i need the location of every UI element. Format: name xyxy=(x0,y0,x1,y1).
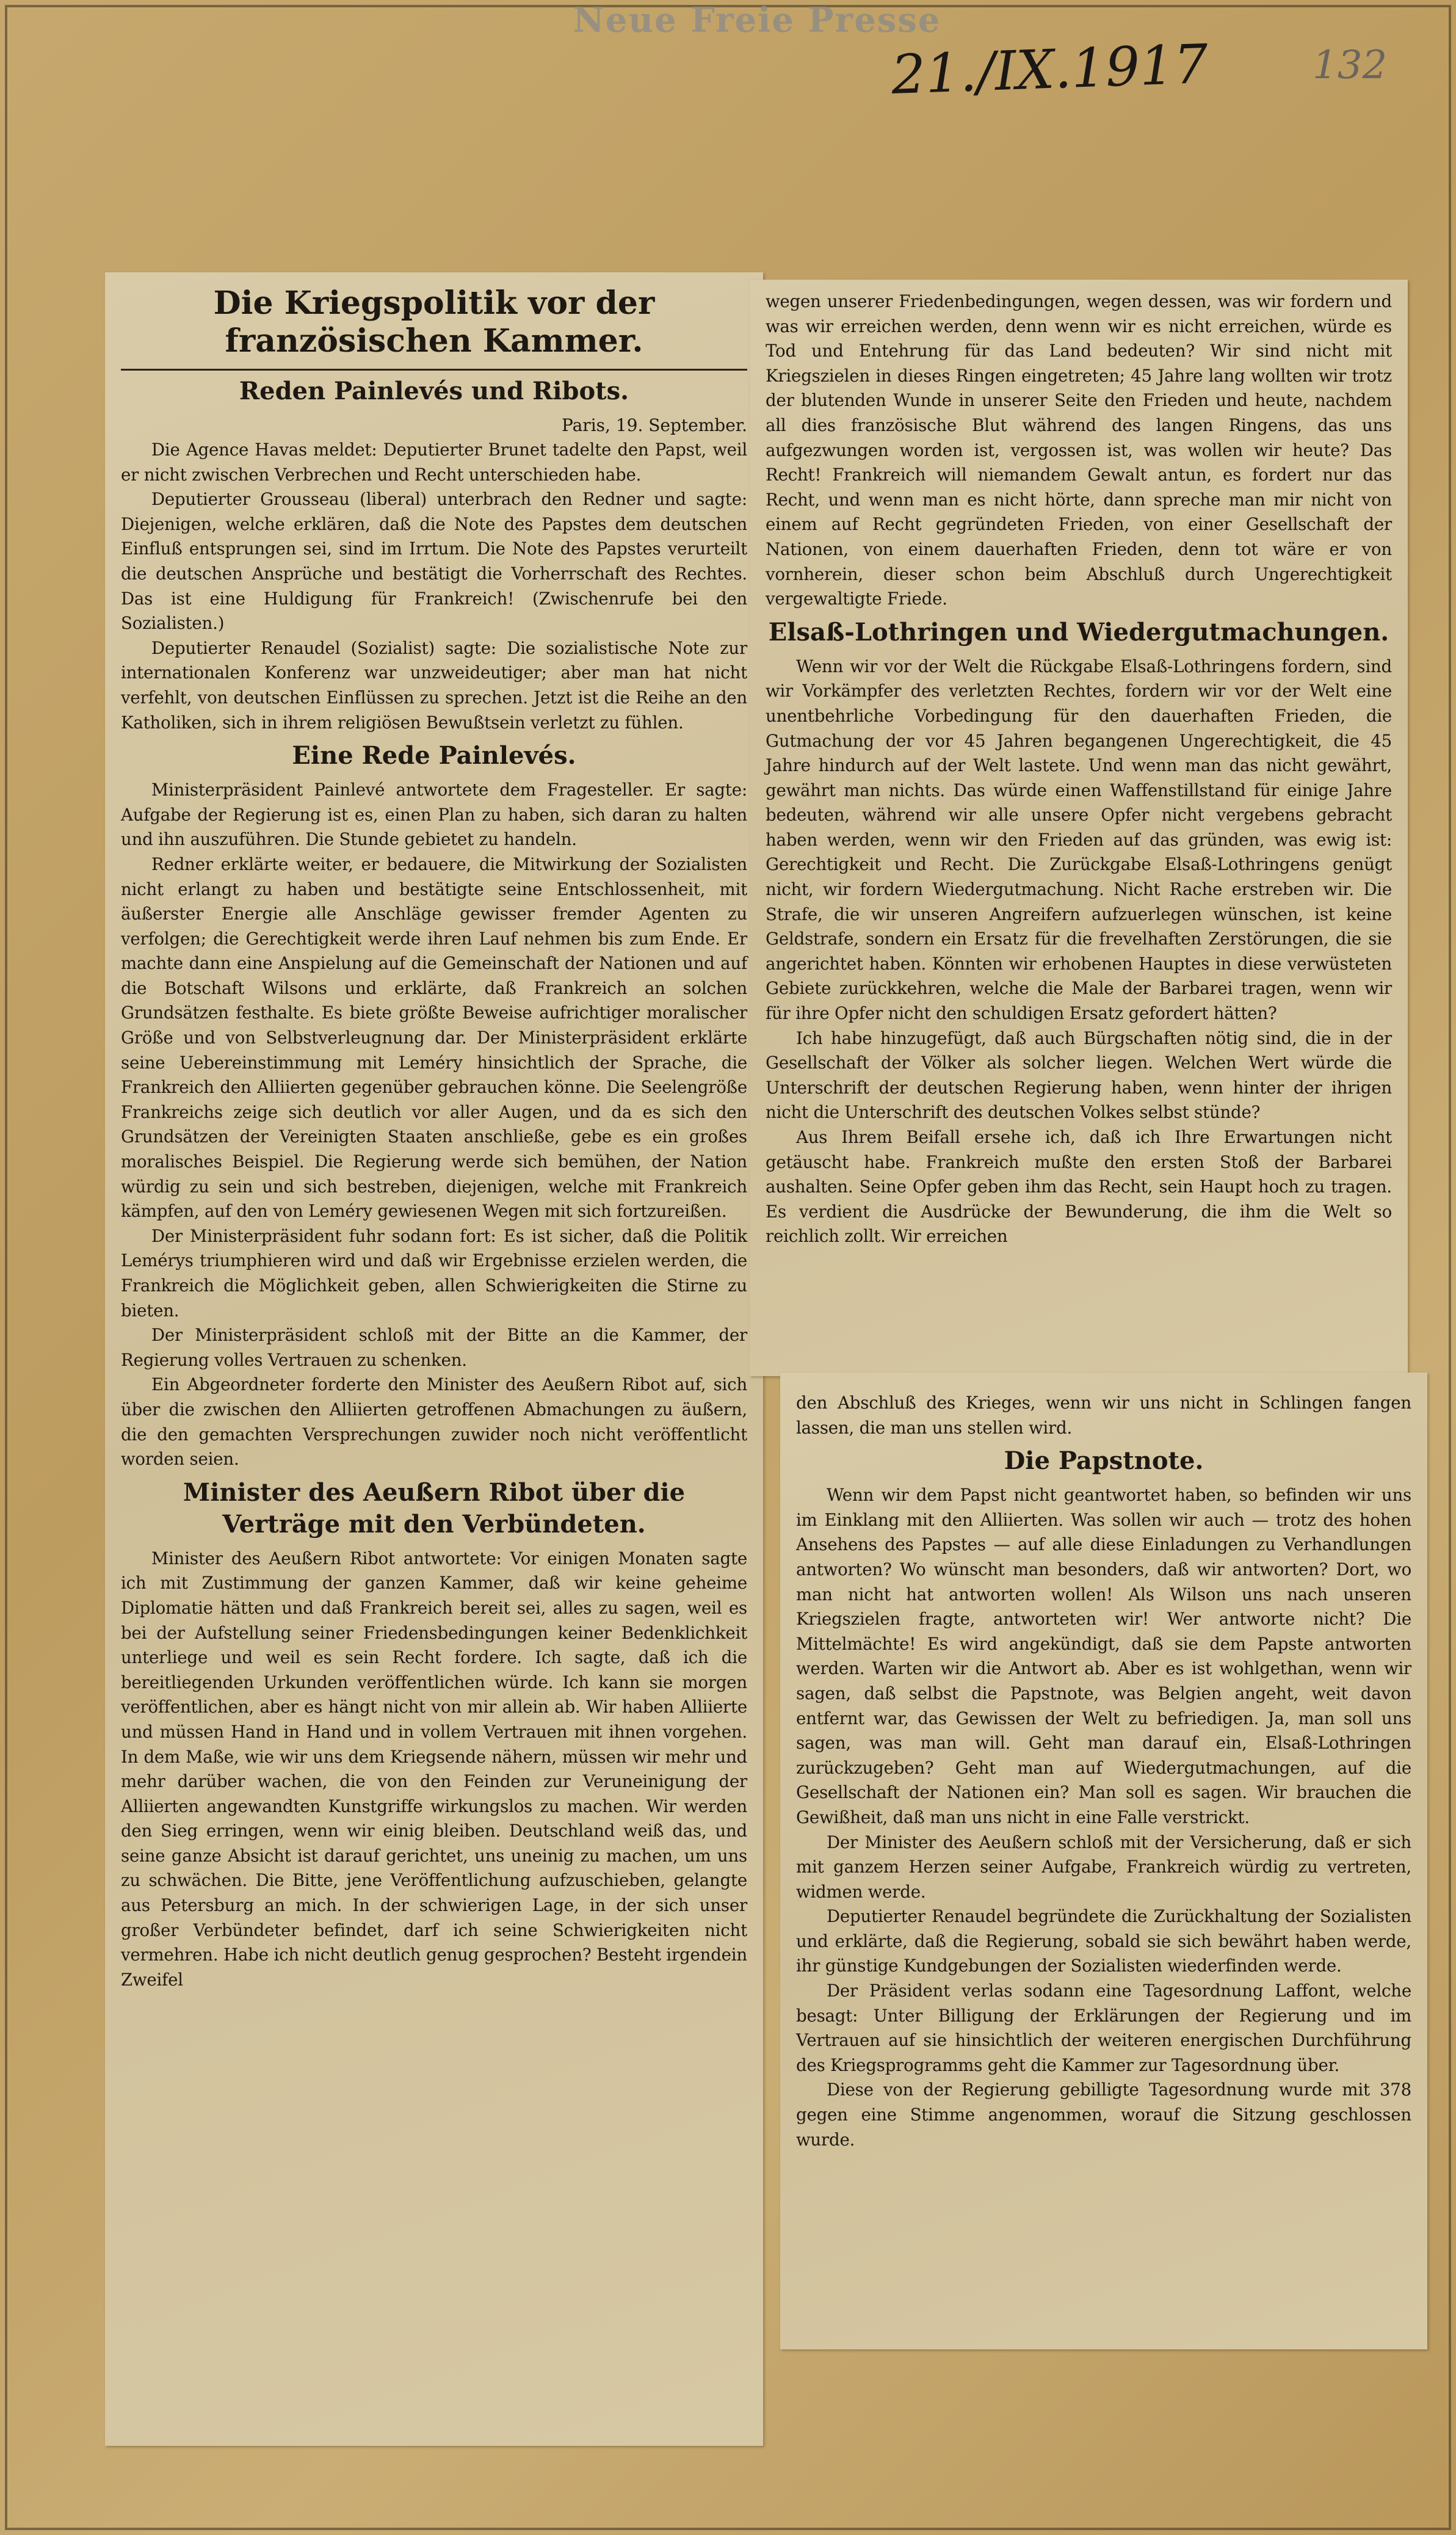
article-headline: Die Kriegspolitik vor der französischen Kammer. xyxy=(213,285,655,360)
dateline: Paris, 19. September. xyxy=(562,415,747,435)
subheading-ribot-treaties: Minister des Aeußern Ribot über die Verträge mit den Verbündeten. xyxy=(183,1478,686,1539)
paragraph: Redner erklärte weiter, er bedauere, die Mitwirkung der Sozialisten nicht erlangt zu haben und bestätigte seine Entschlossenheit, mit äußerster Energie alle Anschläge gewisser fremder Agenten zu verfolgen; die Gerechtigkeit werde ihren Lauf nehmen bis zum Ende. Er machte dann eine Anspielung auf die Gemeinschaft der Nationen und auf die Botschaft Wilsons und erklärte, daß Frankreich an solchen Grundsätzen festhalte. Es biete größte Beweise aufrichtiger moralischer Größe und von Selbstverleugnung dar. Der Ministerpräsident erklärte seine Uebereinstimmung mit Leméry hinsichtlich der Sprache, die Frankreich den Alliierten gegenüber gebrauchen könne. Die Seelengröße Frankreichs zeige sich deutlich vor aller Augen, und da es sich den Grundsätzen der Vereinigten Staaten anschließe, gebe es ein großes moralisches Beispiel. Die Regierung werde sich bemühen, der Nation würdig zu sein und sich bestreben, diejenigen, welche mit Frankreich kämpfen, auf den von Leméry gewiesenen Wegen mit sich fortzureißen. xyxy=(121,854,747,1222)
handwritten-date: 21./IX.1917 xyxy=(890,32,1209,107)
paragraph: den Abschluß des Krieges, wenn wir uns nicht in Schlingen fangen lassen, die man uns stellen wird. xyxy=(796,1393,1411,1438)
subheading-speeches: Reden Painlevés und Ribots. xyxy=(239,377,629,405)
paragraph: Minister des Aeußern Ribot antwortete: Vor einigen Monaten sagte ich mit Zustimmung der ganzen Kammer, daß wir keine geheime Diplomatie hätten und daß Frankreich bereit sei, alles zu sagen, weil es bei der Aufstellung seiner Friedensbedingungen keiner Bedenklichkeit unterliege und weil es sein Recht fordere. Ich sagte, daß ich die bereitliegenden Urkunden veröffentlichen würde. Ich kann sie morgen veröffentlichen, aber es hängt nicht von mir allein ab. Wir haben Alliierte und müssen Hand in Hand und in vollem Vertrauen mit ihnen vorgehen. In dem Maße, wie wir uns dem Kriegsende nähern, müssen wir mehr und mehr darüber wachen, die von den Feinden zur Veruneinigung der Alliierten angewandten Kunstgriffe wirkungslos zu machen. Wir werden den Sieg erringen, wenn wir einig bleiben. Deutschland weiß das, und seine ganze Absicht ist darauf gerichtet, uns uneinig zu machen, um uns zu schwächen. Die Bitte, jene Veröffentlichung aufzuschieben, gelangte aus Petersburg an mich. In der schwierigen Lage, in der sich unser großer Verbündeter befindet, darf ich seine Schwierigkeiten nicht vermehren. Habe ich nicht deutlich genug gesprochen? Besteht irgendein Zweifel xyxy=(121,1548,747,1990)
clipping-right-lower-column xyxy=(780,1373,1427,2349)
paragraph: Deputierter Renaudel (Sozialist) sagte: Die sozialistische Note zur internationalen Konferenz war unzweideutiger; aber man hat nicht verfehlt, von deutschen Einflüssen zu sprechen. Jetzt ist die Reihe an den Katholiken, sich in ihrem religiösen Bewußtsein verletzt zu fühlen. xyxy=(121,637,747,733)
paragraph: Diese von der Regierung gebilligte Tagesordnung wurde mit 378 gegen eine Stimme angenommen, worauf die Sitzung geschlossen wurde. xyxy=(796,2080,1411,2150)
newspaper-stamp: Neue Freie Presse xyxy=(573,0,941,40)
paragraph: Ministerpräsident Painlevé antwortete dem Fragesteller. Er sagte: Aufgabe der Regierung ist es, einen Plan zu haben, sich daran zu halten und ihn auszuführen. Die Stunde gebietet zu handeln. xyxy=(121,780,747,850)
page-number: 132 xyxy=(1313,43,1388,88)
paragraph: wegen unserer Friedenbedingungen, wegen dessen, was wir fordern und was wir erreichen werden, denn wenn wir es nicht erreichen, würde es Tod und Entehrung für das Land bedeuten? Wir sind nicht mit Kriegszielen in dieses Ringen eingetreten; 45 Jahre lang wollten wir trotz der blutenden Wunde in unserer Seite den Frieden und heute, nachdem all dies französische Blut während des langen Ringens, das uns aufgezwungen worden ist, vergossen ist, was wollen wir heute? Das Recht! Frankreich will niemandem Gewalt antun, es fordert nur das Recht, und wenn man es nicht hörte, dann spreche man mir nicht von einem auf Recht gegründeten Frieden, von einer Gesellschaft der Nationen, von einem dauerhaften Frieden, denn tot wäre er von vornherein, dieser schon beim Abschluß durch Ungerechtigkeit vergewaltigte Friede. xyxy=(766,291,1392,609)
paragraph: Deputierter Renaudel begründete die Zurückhaltung der Sozialisten und erklärte, daß die Regierung, sobald sie sich bewährt haben werde, ihr günstige Kundgebungen der Sozialisten wiederfinden werde. xyxy=(796,1906,1411,1976)
paragraph: Ein Abgeordneter forderte den Minister des Aeußern Ribot auf, sich über die zwischen den Alliierten getroffenen Abmachungen zu äußern, die den gemachten Versprechungen zuwider noch nicht veröffentlicht worden seien. xyxy=(121,1374,747,1470)
paragraph: Die Agence Havas meldet: Deputierter Brunet tadelte den Papst, weil er nicht zwischen Verbrechen und Recht unterschieden habe. xyxy=(121,440,747,485)
paragraph: Der Ministerpräsident fuhr sodann fort: Es ist sicher, daß die Politik Lemérys triumphieren wird und daß wir Ergebnisse erzielen werden, die Frankreich die Möglichkeit geben, allen Schwierigkeiten die Stirne zu bieten. xyxy=(121,1225,747,1321)
paragraph: Der Ministerpräsident schloß mit der Bitte an die Kammer, der Regierung volles Vertrauen zu schenken. xyxy=(121,1325,747,1370)
paragraph: Wenn wir dem Papst nicht geantwortet haben, so befinden wir uns im Einklang mit den Alliierten. Was sollen wir auch — trotz des hohen Ansehens des Papstes — auf alle diese Einladungen zu Verhandlungen antworten? Wo wünscht man besonders, daß wir antworten? Dort, wo man nicht hat antworten wollen! Als Wilson uns nach unseren Kriegszielen fragte, antworteten wir! Wer antworte nicht? Die Mittelmächte! Es wird angekündigt, daß sie dem Papste antworten werden. Warten wir die Antwort ab. Aber es ist wohlgethan, wenn wir sagen, daß selbst die Papstnote, was Belgien angeht, weit davon entfernt war, das Gewissen der Welt zu befriedigen. Ja, man soll uns sagen, was man will. Geht man darauf ein, Elsaß-Lothringen zurückzugeben? Geht man auf Wiedergutmachungen, auf die Gesellschaft der Nationen ein? Man soll es sagen. Wir brauchen die Gewißheit, daß man uns nicht in eine Falle verstrickt. xyxy=(796,1485,1411,1827)
clipping-left-column xyxy=(105,272,763,2446)
divider xyxy=(121,369,747,371)
paragraph: Aus Ihrem Beifall ersehe ich, daß ich Ihre Erwartungen nicht getäuscht habe. Frankreich mußte den ersten Stoß der Barbarei aushalten. Seine Opfer geben ihm das Recht, sein Haupt hoch zu tragen. Es verdient die Ausdrücke der Bewunderung, die ihm die Welt so reichlich zollt. Wir erreichen xyxy=(766,1127,1392,1247)
clipping-right-upper-column xyxy=(750,280,1408,1376)
paragraph: Ich habe hinzugefügt, daß auch Bürgschaften nötig sind, die in der Gesellschaft der Völker als solcher liegen. Welchen Wert würde die Unterschrift der deutschen Regierung haben, wenn hinter der ihrigen nicht die Unterschrift des deutschen Volkes selbst stünde? xyxy=(766,1028,1392,1123)
subheading-papal-note: Die Papstnote. xyxy=(1004,1446,1204,1476)
paragraph: Der Minister des Aeußern schloß mit der Versicherung, daß er sich mit ganzem Herzen seiner Aufgabe, Frankreich würdig zu vertreten, widmen werde. xyxy=(796,1832,1411,1902)
subheading-painleve-speech: Eine Rede Painlevés. xyxy=(292,741,576,771)
subheading-alsace-lorraine: Elsaß-Lothringen und Wiedergutmachungen. xyxy=(768,617,1389,647)
paragraph: Deputierter Grousseau (liberal) unterbrach den Redner und sagte: Diejenigen, welche erklären, daß die Note des Papstes dem deutschen Einfluß entsprungen sei, sind im Irrtum. Die Note des Papstes verurteilt die deutschen Ansprüche und bestätigt die Vorherrschaft des Rechtes. Das ist eine Huldigung für Frankreich! (Zwischenrufe bei den Sozialisten.) xyxy=(121,489,747,634)
paragraph: Der Präsident verlas sodann eine Tagesordnung Laffont, welche besagt: Unter Billigung der Erklärungen der Regierung und im Vertrauen auf sie hinsichtlich der weiteren energischen Durchführung des Kriegsprogramms geht die Kammer zur Tagesordnung über. xyxy=(796,1981,1411,2075)
paragraph: Wenn wir vor der Welt die Rückgabe Elsaß-Lothringens fordern, sind wir Vorkämpfer des verletzten Rechtes, fordern wir vor der Welt eine unentbehrliche Vorbedingung für den dauerhaften Frieden, die Gutmachung der vor 45 Jahren begangenen Ungerechtigkeit, die 45 Jahre hindurch auf der Welt lastete. Und wenn man das nicht gewährt, gewährt man nichts. Das würde einen Waffenstillstand für einige Jahre bedeuten, während wir alle unsere Opfer nicht vergebens gebracht haben werden, wenn wir den Frieden auf das gründen, was ewig ist: Gerechtigkeit und Recht. Die Zurückgabe Elsaß-Lothringens genügt nicht, wir fordern Wiedergutmachung. Nicht Rache erstreben wir. Die Strafe, die wir unseren Angreifern aufzuerlegen wünschen, ist keine Geldstrafe, sondern ein Ersatz für die frevelhaften Zerstörungen, die sie angerichtet haben. Könnten wir erhobenen Hauptes in diese verwüsteten Gebiete zurückkehren, welche die Male der Barbarei tragen, wenn wir für ihre Opfer nicht den schuldigen Ersatz gefordert hätten? xyxy=(766,656,1392,1024)
